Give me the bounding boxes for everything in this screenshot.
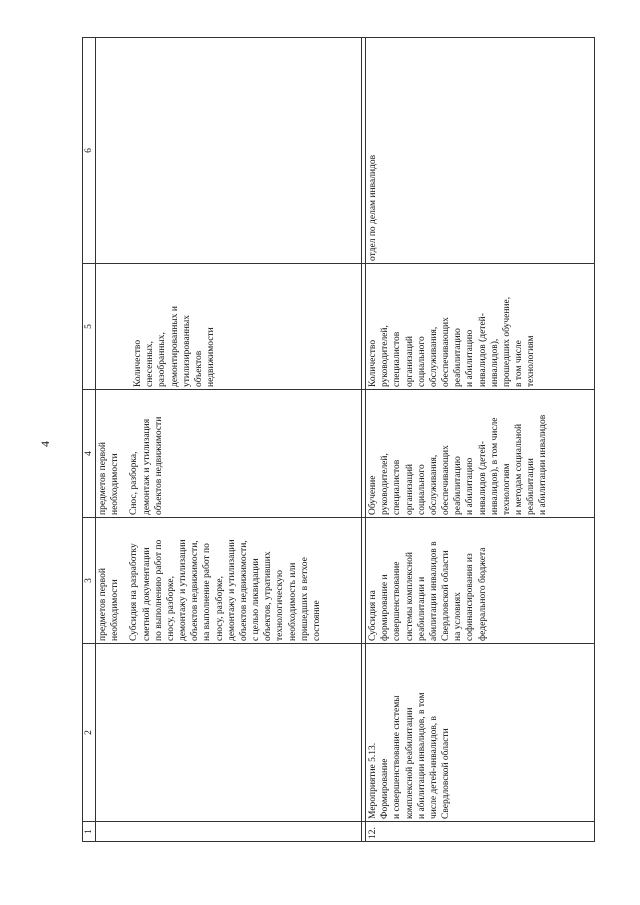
column-header-5: 5 — [83, 264, 96, 390]
cell-line: и совершенствование системы — [392, 695, 403, 819]
page-number: 4 — [38, 441, 52, 447]
column-header-2: 2 — [83, 644, 96, 822]
table-row — [96, 38, 362, 842]
cell-line: обеспечивающих — [441, 317, 452, 387]
cell-line: с целью ликвидации — [251, 558, 262, 641]
cell-line: объектов, утративших — [263, 551, 274, 641]
executor-cell — [96, 38, 362, 264]
cell-line: объектов недвижимости — [153, 416, 164, 515]
cell-line: технологиям — [501, 463, 512, 515]
cell-line: социального — [416, 336, 427, 387]
cell-line: Свердловской области — [441, 550, 452, 641]
cell-line: прошедших обучение, — [501, 296, 512, 387]
cell-line: по выполнению работ по — [153, 539, 164, 641]
cell-line: демонтированных и — [169, 306, 180, 387]
cell-line: обслуживания, — [428, 454, 439, 515]
column-header-3: 3 — [83, 518, 96, 644]
cell-line: специалистов — [392, 331, 403, 387]
cell-line: и абилитацию — [465, 329, 476, 387]
rotated-table-container — [82, 38, 606, 842]
cell-line: утилизированных — [181, 314, 192, 387]
cell-line: предметов первой — [98, 568, 109, 641]
cell-line: снесенных, — [145, 341, 156, 387]
activity-cell — [96, 390, 362, 518]
row-number-cell — [96, 822, 362, 842]
cell-line: технологическую — [275, 570, 286, 641]
cell-line: необходимость или — [287, 562, 298, 641]
cell-line: состояние — [311, 600, 322, 641]
measure-name-cell — [96, 644, 362, 822]
cell-line: обеспечивающих — [441, 445, 452, 515]
cell-line: предметов первой — [98, 442, 109, 515]
cell-line: сносу, разборке, — [165, 576, 176, 641]
cell-line: и абилитацию — [465, 457, 476, 515]
cell-line: объектов недвижимости, — [190, 540, 201, 641]
cell-line: в том числе — [514, 340, 525, 387]
cell-line: Свердловской области — [441, 728, 452, 819]
cell-line: пришедших в ветхое — [299, 557, 310, 641]
cell-line: реабилитации и — [416, 576, 427, 641]
cell-line: Снос, разборка, — [129, 451, 140, 515]
activity-cell — [366, 390, 595, 518]
cell-line: объектов недвижимости, — [238, 540, 249, 641]
column-header-6: 6 — [83, 38, 96, 264]
cell-line: демонтажу и утилизации — [178, 539, 189, 641]
cell-line: Формирование — [380, 758, 391, 819]
column-number-header — [83, 38, 96, 842]
cell-line: реабилитацию — [453, 456, 464, 515]
cell-line: социального — [416, 464, 427, 515]
cell-line: совершенствование — [392, 561, 403, 641]
cell-line: формирование и — [380, 574, 391, 641]
cell-line: реабилитации — [526, 458, 537, 515]
cell-line: на условиях — [453, 592, 464, 641]
table-row — [366, 38, 595, 842]
column-header-4: 4 — [83, 390, 96, 518]
cell-line: объектов — [193, 350, 204, 387]
executor-cell — [366, 38, 595, 264]
cell-line: Субсидия на разработку — [129, 543, 140, 641]
cell-line: реабилитацию — [453, 328, 464, 387]
cell-line: Количество — [133, 339, 144, 387]
cell-line: инвалидов), в том числе — [489, 417, 500, 515]
cell-line: организаций — [404, 463, 415, 515]
cell-line: Обучение — [368, 475, 379, 515]
indicator-cell — [96, 264, 362, 390]
column-header-1: 1 — [83, 822, 96, 842]
cell-line: технологиям — [526, 335, 537, 387]
subsidy-cell — [96, 518, 362, 644]
cell-line: и методам социальной — [514, 423, 525, 515]
cell-line: руководителей, — [380, 325, 391, 387]
cell-line: сметной документации — [141, 547, 152, 641]
cell-line: обслуживания, — [428, 326, 439, 387]
cell-line: Количество — [368, 339, 379, 387]
cell-line: руководителей, — [380, 453, 391, 515]
cell-line: недвижимости — [206, 327, 217, 387]
cell-line: системы комплексной — [404, 552, 415, 641]
cell-line: Мероприятие 5.13. — [368, 742, 379, 819]
indicator-cell — [366, 264, 595, 390]
cell-line: отдел по делам инвалидов — [368, 154, 379, 261]
cell-line: сносу, разборке, — [214, 576, 225, 641]
cell-line: необходимости — [110, 453, 121, 515]
cell-line: Субсидия на — [368, 590, 379, 641]
cell-line: на выполнение работ по — [202, 543, 213, 641]
cell-line: демонтажу и утилизации — [226, 539, 237, 641]
cell-line: инвалидов), — [489, 338, 500, 387]
subsidy-cell — [366, 518, 595, 644]
cell-line: комплексной реабилитации — [404, 707, 415, 819]
cell-line: инвалидов (детей- — [477, 313, 488, 387]
row-number-cell: 12. — [366, 822, 595, 842]
cell-line: софинансирования из — [465, 553, 476, 641]
cell-line: и абилитации инвалидов, в том — [416, 692, 427, 819]
cell-line: федерального бюджета — [477, 547, 488, 641]
cell-line: и абилитации инвалидов — [538, 414, 549, 515]
measure-name-cell — [366, 644, 595, 822]
cell-line: организаций — [404, 335, 415, 387]
cell-line: числе детей-инвалидов, в — [428, 715, 439, 819]
cell-line: необходимости — [110, 579, 121, 641]
cell-line: специалистов — [392, 459, 403, 515]
measures-table — [82, 37, 595, 842]
cell-line: абилитации инвалидов в — [428, 541, 439, 641]
cell-line: инвалидов (детей- — [477, 441, 488, 515]
cell-line: разобранных, — [157, 332, 168, 387]
cell-line: демонтаж и утилизация — [141, 418, 152, 515]
